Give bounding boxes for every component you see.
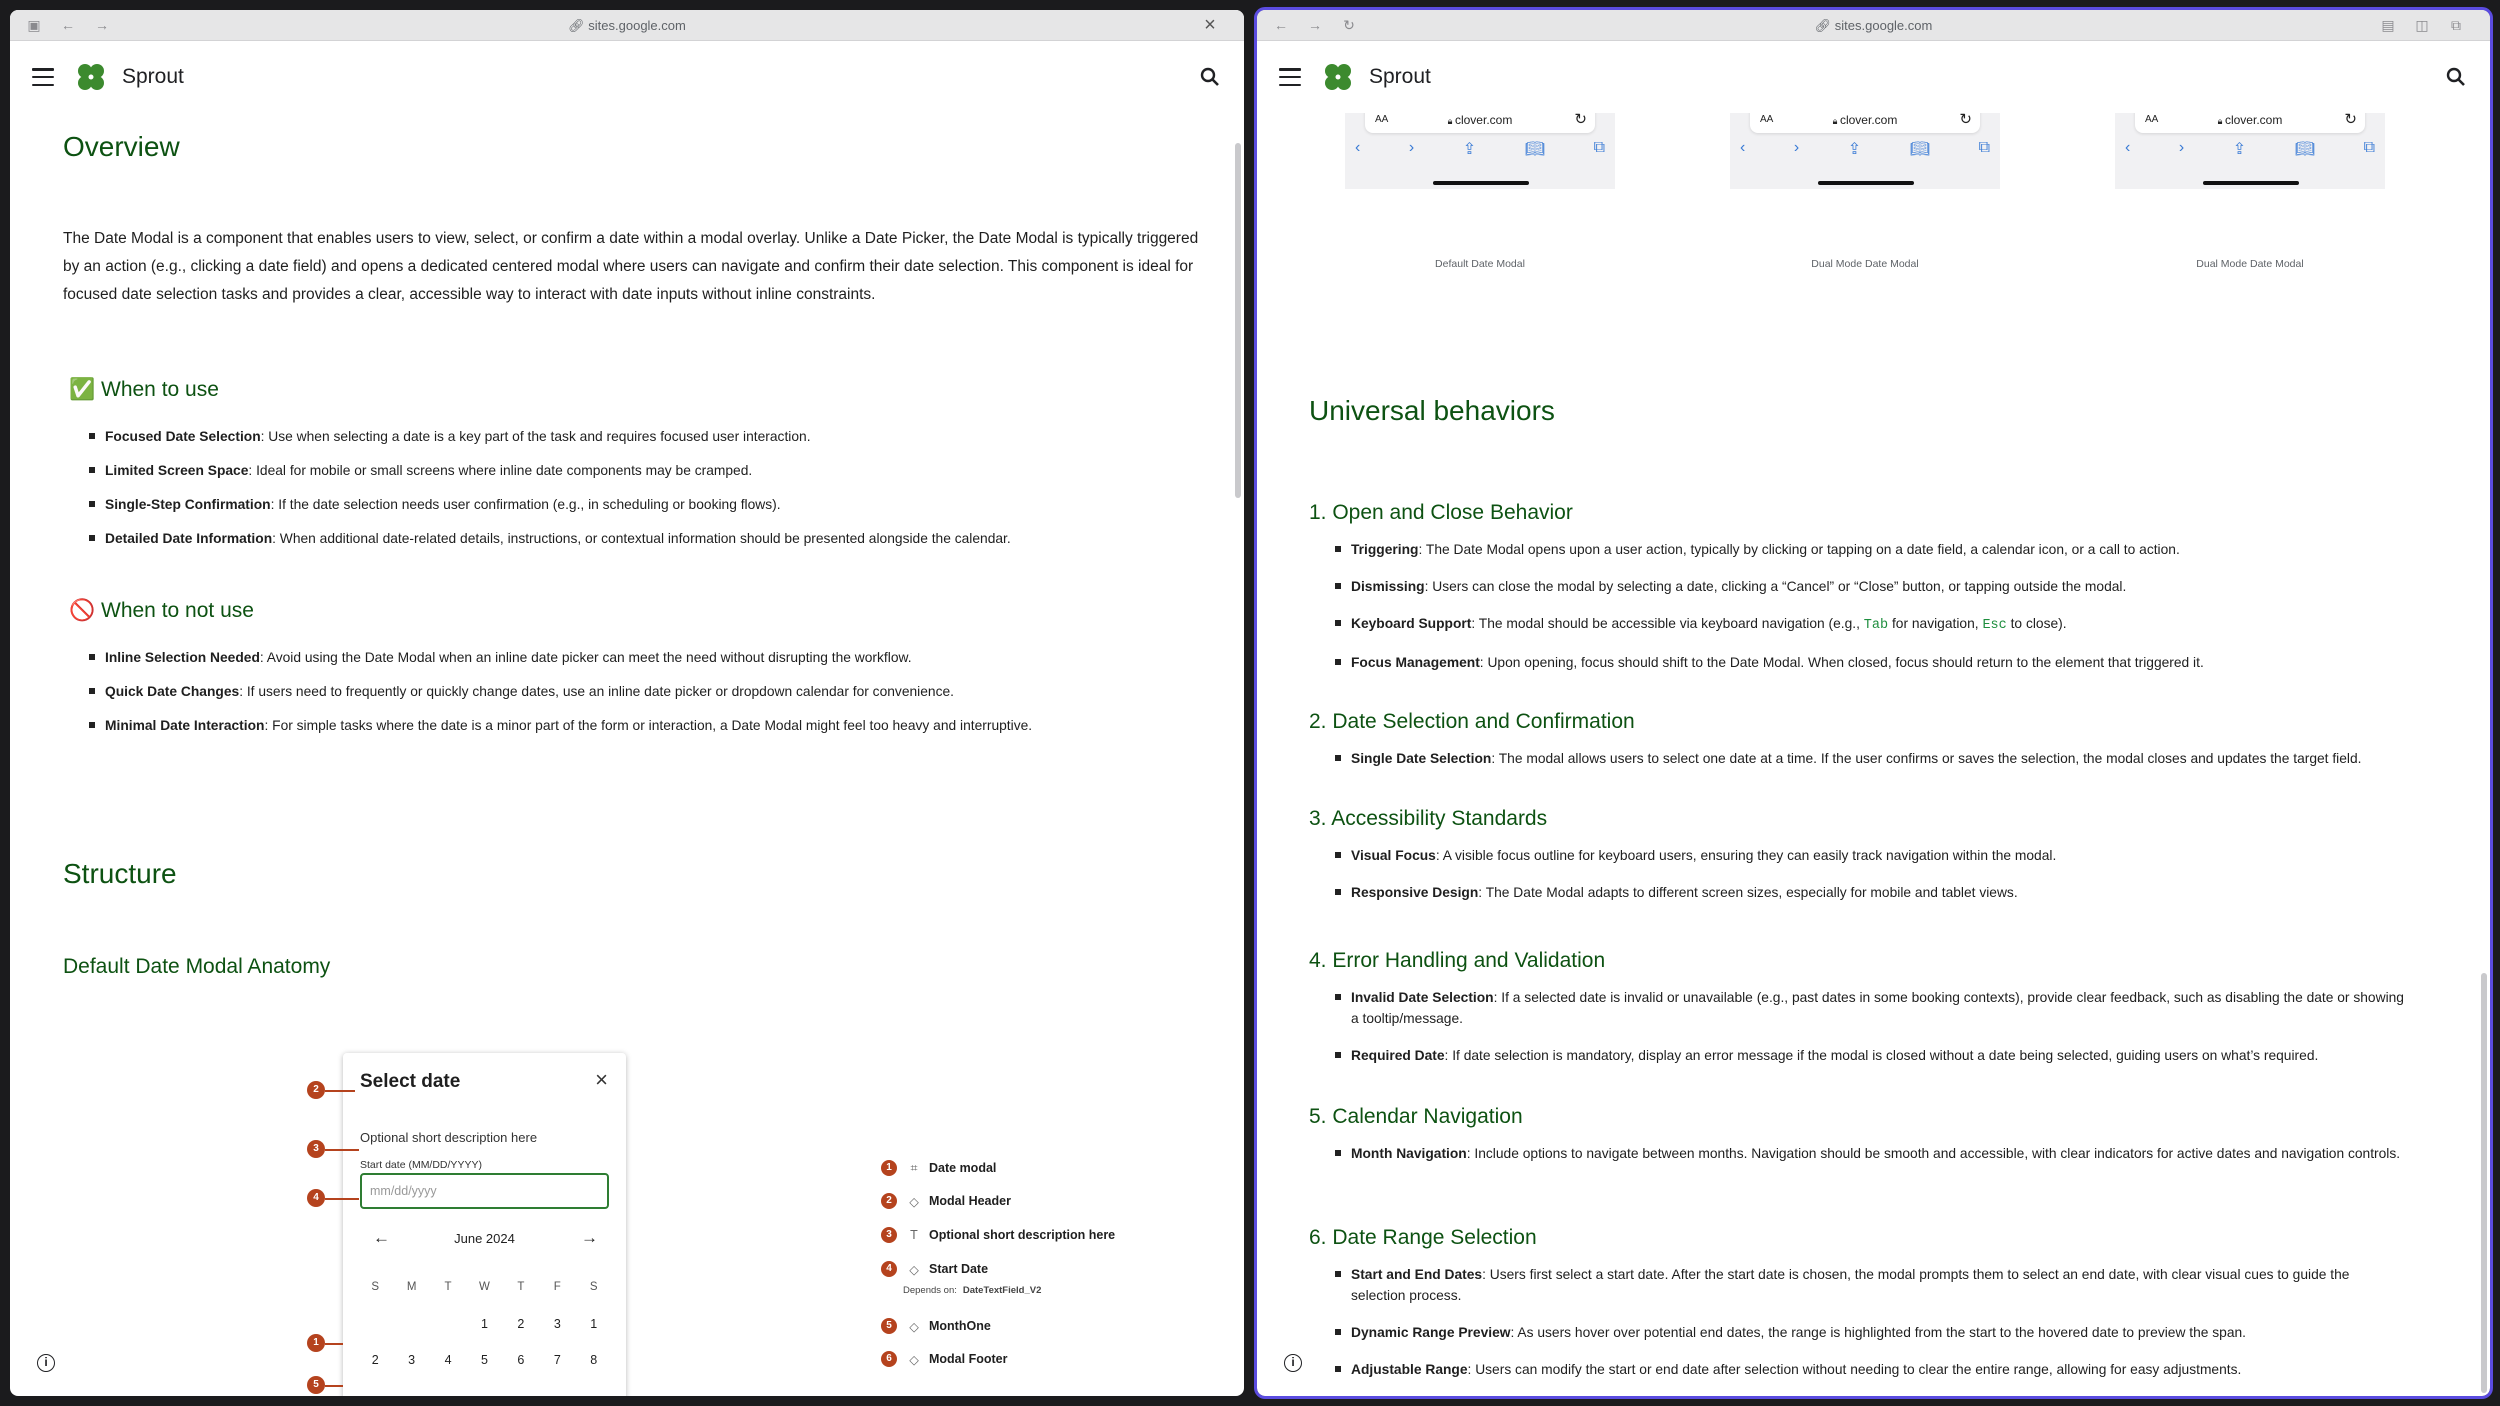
legend-badge: 4 (881, 1261, 897, 1277)
when-not-list (89, 647, 1189, 749)
forward-icon[interactable]: → (1308, 17, 1322, 33)
calendar-day[interactable]: 7 (553, 1353, 561, 1367)
legend-label: Modal Header (929, 1194, 1011, 1208)
safari-toolbar (2125, 139, 2375, 159)
safari-toolbar (1355, 139, 1605, 159)
calendar-day[interactable]: 1 (590, 1317, 598, 1331)
list-item-text: : If the date selection needs user confirmation (e.g., in scheduling or booking flows). (270, 497, 781, 512)
list-item (89, 681, 1189, 702)
reader-icon[interactable]: ▤ (2381, 16, 2395, 33)
preview-caption: Dual Mode Date Modal (2196, 258, 2304, 270)
phone-url-text: clover.com (2224, 113, 2283, 127)
when-to-use-title: When to use (101, 378, 219, 401)
list-item-text: : The modal allows users to select one date at a time. If the user confirms or saves the selection, the modal closes and updates the target field. (1491, 751, 2362, 766)
list-item-text: : A visible focus outline for keyboard users, ensuring they can easily track navigation within the modal. (1435, 848, 2057, 863)
behavior-section-heading: 1. Open and Close Behavior (1309, 501, 1573, 524)
anatomy-badge: 4 (307, 1189, 325, 1207)
when-not-heading (69, 599, 254, 623)
list-item-text: to close). (2006, 616, 2067, 631)
bookmarks-icon: 📖︎ (1909, 141, 1931, 158)
list-item-term: Month Navigation (1351, 1146, 1467, 1161)
list-item-term: Detailed Date Information (105, 531, 273, 546)
list-item (89, 426, 1189, 447)
anatomy-heading: Default Date Modal Anatomy (63, 955, 331, 978)
legend-item (881, 1227, 1115, 1243)
legend-badge: 1 (881, 1160, 897, 1176)
component-type-icon: ◇ (909, 1352, 919, 1367)
info-icon[interactable]: i (37, 1354, 55, 1372)
page-content (1257, 113, 2490, 1396)
list-item (1335, 1264, 2405, 1306)
weekday-label: W (479, 1281, 490, 1293)
link-icon: 🔗︎ (1814, 18, 1835, 33)
modal-title: Select date (360, 1071, 461, 1092)
list-item-term: Single-Step Confirmation (105, 497, 271, 512)
behavior-list (1335, 845, 2405, 919)
weekday-label: T (517, 1281, 525, 1293)
list-item-text: : If users need to frequently or quickly change dates, use an inline date picker or dropdown calendar for convenience. (239, 684, 954, 699)
depends-value: DateTextField_V2 (962, 1285, 1042, 1296)
list-item-term: Focus Management (1351, 655, 1480, 670)
bookmarks-icon: 📖︎ (1524, 141, 1546, 158)
depends-on-note (903, 1285, 1041, 1296)
text-size-icon: AA (1375, 114, 1389, 125)
key-code: Esc (1982, 618, 2007, 633)
tabs-icon[interactable]: ⧉ (2451, 16, 2461, 33)
preview-caption: Default Date Modal (1435, 258, 1525, 270)
list-item-term: Limited Screen Space (105, 463, 249, 478)
start-date-label: Start date (MM/DD/YYYY) (360, 1159, 482, 1171)
list-item (1335, 652, 2405, 673)
lock-icon: 🔒︎ (1447, 116, 1455, 126)
legend-badge: 2 (881, 1193, 897, 1209)
preview-caption: Dual Mode Date Modal (1811, 258, 1919, 270)
behavior-section-heading: 2. Date Selection and Confirmation (1309, 710, 1635, 733)
forward-icon: › (2178, 139, 2185, 156)
behavior-list (1335, 1143, 2405, 1180)
behavior-list (1335, 1264, 2405, 1396)
right-browser-window (1257, 10, 2490, 1396)
list-item-text: : The Date Modal adapts to different screen sizes, especially for mobile and tablet views. (1478, 885, 2018, 900)
phone-url (2135, 113, 2365, 127)
address-bar[interactable]: sites.google.com (1834, 18, 1933, 33)
behavior-section-heading: 4. Error Handling and Validation (1309, 949, 1606, 972)
anatomy-badge: 5 (307, 1376, 325, 1394)
forward-icon[interactable]: → (95, 17, 109, 33)
lock-icon: 🔒︎ (2217, 116, 2225, 126)
anatomy-badge: 2 (307, 1081, 325, 1099)
list-item (1335, 1045, 2405, 1066)
calendar-week-row (357, 1353, 612, 1367)
list-item-term: Single Date Selection (1351, 751, 1492, 766)
list-item-text: for navigation, (1888, 616, 1983, 631)
weekday-label: M (406, 1281, 417, 1293)
when-not-title: When to not use (101, 599, 254, 622)
behavior-section-heading: 6. Date Range Selection (1309, 1226, 1537, 1249)
list-item-term: Dynamic Range Preview (1351, 1325, 1511, 1340)
weekday-label: T (444, 1281, 452, 1293)
bookmarks-icon: 📖︎ (2294, 141, 2316, 158)
legend-badge: 5 (881, 1318, 897, 1334)
component-type-icon: ⌗ (910, 1160, 918, 1175)
back-icon: ‹ (1740, 139, 1746, 156)
calendar-day[interactable] (430, 1317, 466, 1331)
safari-address-bar (1365, 113, 1595, 133)
list-item-term: Invalid Date Selection (1351, 990, 1494, 1005)
legend-item (881, 1193, 1011, 1209)
search-icon[interactable] (1198, 65, 1222, 89)
home-indicator (1818, 181, 1914, 185)
behavior-section-heading: 3. Accessibility Standards (1309, 807, 1548, 830)
list-item-text: : Users first select a start date. After the start date is chosen, the modal prompts them to select an end date, with clear visual cues to guide the selection process. (1351, 1267, 2350, 1303)
behavior-list (1335, 748, 2405, 785)
search-icon[interactable] (2444, 65, 2468, 89)
safari-toolbar (1740, 139, 1990, 159)
text-size-icon: AA (2145, 114, 2159, 125)
info-icon[interactable]: i (1284, 1354, 1302, 1372)
list-item-term: Visual Focus (1351, 848, 1436, 863)
behavior-section-heading: 5. Calendar Navigation (1309, 1105, 1523, 1128)
list-item-text: : Avoid using the Date Modal when an inline date picker can meet the need without disrupting the workflow. (259, 650, 912, 665)
sidebar-toggle-icon[interactable]: ▣ (27, 16, 41, 33)
list-item (1335, 1322, 2405, 1343)
calendar-day[interactable]: 3 (408, 1353, 416, 1367)
start-date-input[interactable]: mm/dd/yyyy (360, 1173, 609, 1209)
weekday-label: S (589, 1281, 598, 1293)
overview-heading: Overview (63, 131, 180, 162)
list-item (1335, 1143, 2405, 1164)
list-item-term: Triggering (1351, 542, 1419, 557)
list-item-term: Quick Date Changes (105, 684, 240, 699)
weekday-label: S (371, 1281, 380, 1293)
reload-icon: ↻ (2344, 113, 2357, 128)
tabs-icon: ⧉ (1593, 139, 1605, 156)
list-item (1335, 539, 2405, 560)
share-icon: ⇪ (2232, 141, 2247, 158)
menu-icon[interactable] (32, 68, 54, 86)
legend-item (881, 1351, 1007, 1367)
legend-label: MonthOne (929, 1319, 991, 1333)
split-view-icon[interactable]: ◫ (2415, 16, 2429, 33)
component-type-icon: ◇ (909, 1319, 919, 1334)
list-item-term: Responsive Design (1351, 885, 1479, 900)
browser-toolbar (10, 10, 1244, 41)
calendar-day[interactable]: 2 (517, 1317, 525, 1331)
modal-close-icon[interactable]: × (595, 1067, 608, 1092)
list-item (89, 494, 1189, 515)
list-item-text: : The Date Modal opens upon a user action, typically by clicking or tapping on a date field, a calendar icon, or a call to action. (1418, 542, 2180, 557)
prohibited-emoji-icon: 🚫 (69, 599, 96, 622)
list-item (1335, 845, 2405, 866)
home-indicator (2203, 181, 2299, 185)
back-icon[interactable]: ← (61, 17, 75, 33)
calendar-day[interactable]: 1 (481, 1317, 488, 1331)
legend-badge: 6 (881, 1351, 897, 1367)
scrollbar[interactable] (2481, 973, 2487, 1393)
next-month-icon[interactable]: → (581, 1228, 598, 1247)
component-type-icon: ◇ (909, 1262, 919, 1277)
leader-line (325, 1090, 355, 1092)
sprout-logo-icon (1323, 62, 1353, 92)
list-item-text: : The modal should be accessible via keyboard navigation (e.g., (1471, 616, 1864, 631)
phone-url-text: clover.com (1454, 113, 1513, 127)
text-size-icon: AA (1760, 114, 1774, 125)
home-indicator (1433, 181, 1529, 185)
leader-line (325, 1198, 359, 1200)
phone-preview (2115, 113, 2385, 189)
reload-icon[interactable]: ↻ (1343, 16, 1355, 33)
calendar-week-row (357, 1317, 612, 1331)
leader-line (325, 1385, 343, 1387)
list-item-text: : If a selected date is invalid or unavailable (e.g., past dates in some booking contexts), provide clear feedback, such as disabling the date or showing a tooltip/message. (1351, 990, 2404, 1026)
link-icon: 🔗︎ (568, 18, 589, 33)
list-item-text: : Users can close the modal by selecting a date, clicking a “Cancel” or “Close” button, or tapping outside the modal. (1424, 579, 2127, 594)
list-item-term: Minimal Date Interaction (105, 718, 265, 733)
lock-icon: 🔒︎ (1832, 116, 1840, 126)
legend-item (881, 1261, 988, 1277)
list-item (89, 647, 1189, 668)
behavior-list (1335, 987, 2405, 1082)
list-item-text: : Use when selecting a date is a key part of the task and requires focused user interaction. (260, 429, 811, 444)
share-icon: ⇪ (1847, 141, 1862, 158)
legend-badge: 3 (881, 1227, 897, 1243)
list-item-text: : Upon opening, focus should shift to the Date Modal. When closed, focus should return to the element that triggered it. (1479, 655, 2204, 670)
prev-month-icon[interactable]: ← (373, 1228, 390, 1247)
close-tab-icon[interactable]: × (1204, 13, 1216, 36)
legend-label: Modal Footer (929, 1352, 1008, 1366)
list-item-text: : Ideal for mobile or small screens where inline date components may be cramped. (248, 463, 753, 478)
tabs-icon: ⧉ (1978, 139, 1990, 156)
tabs-icon: ⧉ (2363, 139, 2375, 156)
browser-toolbar (1257, 10, 2490, 41)
legend-label: Date modal (929, 1161, 997, 1175)
forward-icon: › (1408, 139, 1415, 156)
list-item (89, 460, 1189, 481)
safari-address-bar (2135, 113, 2365, 133)
reload-icon: ↻ (1959, 113, 1972, 128)
behavior-list (1335, 539, 2405, 689)
left-browser-window (10, 10, 1244, 1396)
list-item-term: Start and End Dates (1351, 1267, 1483, 1282)
list-item-text: : Include options to navigate between months. Navigation should be smooth and accessible, with clear indicators for active dates and navigation controls. (1466, 1146, 2401, 1161)
list-item (89, 715, 1189, 736)
phone-url-text: clover.com (1839, 113, 1898, 127)
list-item (1335, 576, 2405, 597)
anatomy-badge: 3 (307, 1140, 325, 1158)
share-icon: ⇪ (1462, 141, 1477, 158)
list-item-text: : Users can modify the start or end date after selection without needing to clear the entire range, allowing for easy adjustments. (1467, 1362, 2242, 1377)
list-item (1335, 882, 2405, 903)
sprout-logo-icon (76, 62, 106, 92)
site-name[interactable]: Sprout (122, 65, 184, 88)
list-item-text: : For simple tasks where the date is a minor part of the form or interaction, a Date Modal might feel too heavy and interruptive. (264, 718, 1033, 733)
legend-item (881, 1160, 996, 1176)
list-item-term: Required Date (1351, 1048, 1445, 1063)
weekday-row (357, 1281, 612, 1293)
legend-label: Start Date (929, 1262, 989, 1276)
scrollbar[interactable] (1235, 143, 1241, 498)
component-type-icon: T (910, 1228, 918, 1242)
site-header (1257, 41, 2490, 113)
list-item (1335, 613, 2405, 636)
list-item-term: Keyboard Support (1351, 616, 1472, 631)
site-header (10, 41, 1244, 113)
site-name[interactable]: Sprout (1369, 65, 1431, 88)
overview-text: The Date Modal is a component that enables users to view, select, or confirm a date within a modal overlay. Unlike a Date Picker, the Date Modal is typically triggered by an action (e.g., clicking a date field) and opens a dedicated centered modal where users can navigate and confirm their date selection. This component is ideal for focused date selection tasks and provides a clear, accessible way to interact with date inputs without inline constraints. (63, 230, 1199, 303)
legend-label: Optional short description here (929, 1228, 1116, 1242)
list-item (1335, 1359, 2405, 1380)
check-emoji-icon: ✅ (69, 378, 96, 401)
key-code: Tab (1863, 618, 1889, 633)
when-to-use-heading (69, 378, 219, 402)
calendar-day[interactable]: 6 (517, 1353, 525, 1367)
calendar-day[interactable]: 2 (371, 1353, 379, 1367)
list-item-term: Focused Date Selection (105, 429, 261, 444)
forward-icon: › (1793, 139, 1800, 156)
list-item-text: : When additional date-related details, instructions, or contextual information should be presented alongside the calendar. (272, 531, 1011, 546)
list-item-text: : As users hover over potential end dates, the range is highlighted from the start to the hovered date to preview the span. (1510, 1325, 2247, 1340)
component-type-icon: ◇ (909, 1194, 919, 1209)
safari-address-bar (1750, 113, 1980, 133)
leader-line (325, 1149, 359, 1151)
phone-url (1750, 113, 1980, 127)
back-icon: ‹ (2125, 139, 2131, 156)
list-item (1335, 987, 2405, 1029)
calendar-day[interactable] (357, 1317, 393, 1331)
month-label: June 2024 (454, 1231, 515, 1246)
depends-label: Depends on: (903, 1285, 957, 1296)
calendar-day[interactable]: 4 (444, 1353, 452, 1367)
list-item (1335, 748, 2405, 769)
legend-item (881, 1318, 991, 1334)
phone-preview (1345, 113, 1615, 189)
phone-preview (1730, 113, 2000, 189)
modal-description: Optional short description here (360, 1130, 538, 1145)
list-item (89, 528, 1189, 549)
when-to-use-list (89, 426, 1189, 562)
structure-heading: Structure (63, 858, 177, 889)
address-bar[interactable]: sites.google.com (588, 18, 686, 33)
list-item-term: Adjustable Range (1351, 1362, 1468, 1377)
calendar-day[interactable]: 8 (590, 1353, 598, 1367)
anatomy-badge: 1 (307, 1334, 325, 1352)
list-item-text: : If date selection is mandatory, display an error message if the modal is closed without a date being selected, guiding users on what’s required. (1444, 1048, 2319, 1063)
reload-icon: ↻ (1574, 113, 1587, 128)
menu-icon[interactable] (1279, 68, 1301, 86)
leader-line (325, 1343, 343, 1345)
list-item-term: Dismissing (1351, 579, 1425, 594)
page-content (10, 113, 1244, 1396)
back-icon[interactable]: ← (1274, 17, 1288, 33)
back-icon: ‹ (1355, 139, 1361, 156)
universal-behaviors-heading: Universal behaviors (1309, 395, 1555, 426)
calendar-day[interactable]: 3 (553, 1317, 561, 1331)
calendar-day[interactable] (393, 1317, 429, 1331)
date-modal-mock (343, 1053, 626, 1396)
calendar-day[interactable]: 5 (481, 1353, 488, 1367)
phone-url (1365, 113, 1595, 127)
list-item-term: Inline Selection Needed (105, 650, 260, 665)
weekday-label: F (553, 1281, 561, 1293)
